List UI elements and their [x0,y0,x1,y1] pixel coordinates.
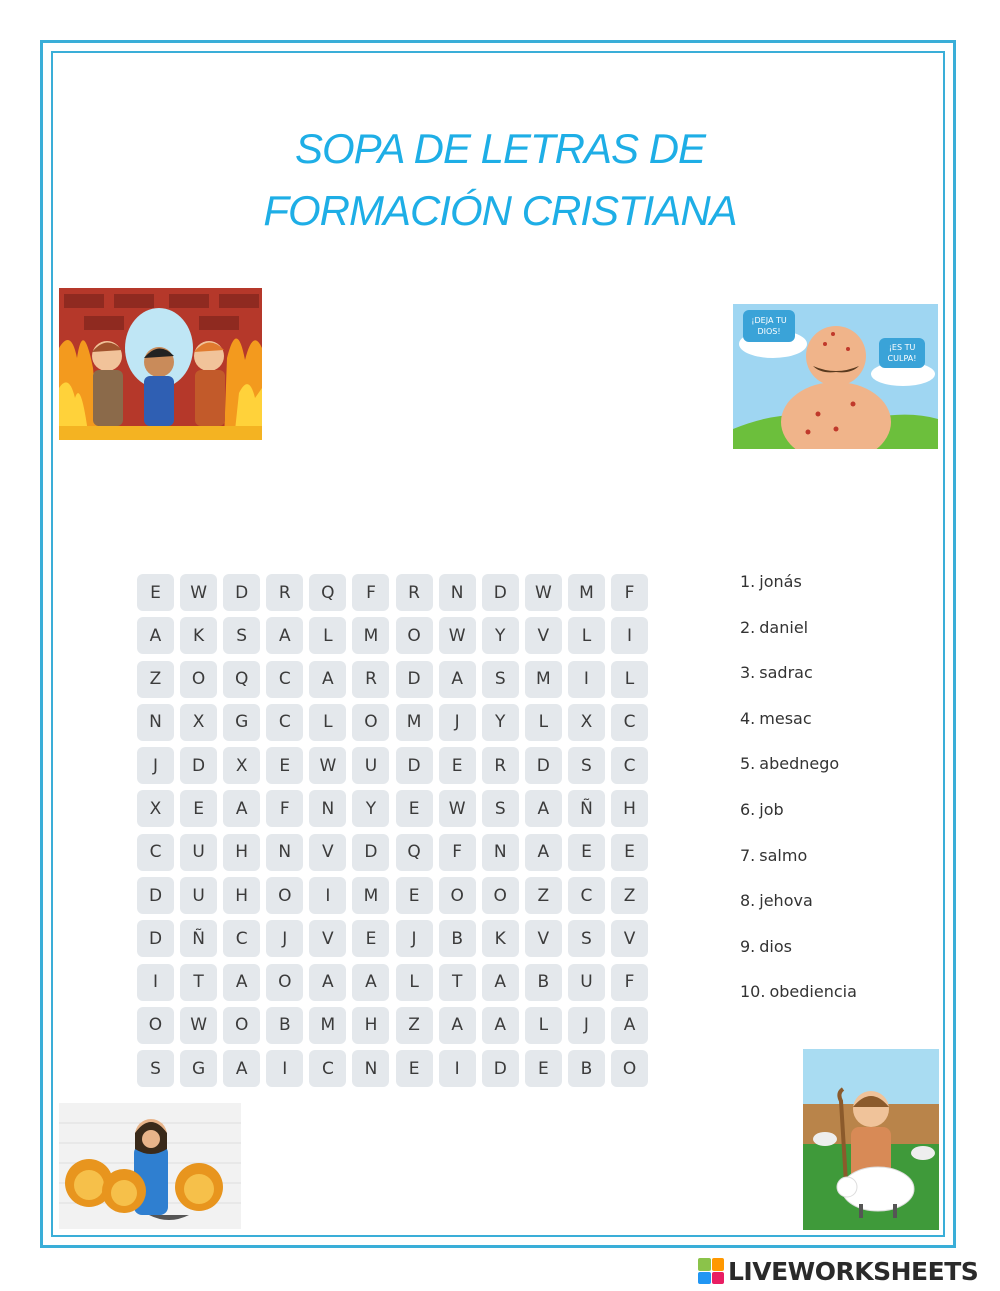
word-list-item [740,663,857,709]
grid-cell[interactable]: N [137,704,174,741]
grid-cell[interactable]: W [439,617,476,654]
grid-cell[interactable]: A [482,1007,519,1044]
grid-cell[interactable]: E [439,747,476,784]
svg-text:¡ES TU: ¡ES TU [888,343,916,352]
word-list-item [740,982,857,1028]
grid-cell[interactable]: S [568,747,605,784]
word-text: job [759,799,784,819]
grid-cell[interactable]: Ñ [568,790,605,827]
grid-cell[interactable]: O [482,877,519,914]
grid-cell[interactable]: A [309,661,346,698]
word-list-item [740,618,857,664]
grid-cell[interactable]: D [482,574,519,611]
grid-cell[interactable]: C [568,877,605,914]
grid-cell[interactable]: X [223,747,260,784]
grid-cell[interactable]: B [568,1050,605,1087]
grid-cell[interactable]: S [137,1050,174,1087]
grid-cell[interactable]: O [611,1050,648,1087]
letter-grid [137,574,648,1087]
grid-cell[interactable]: M [309,1007,346,1044]
grid-cell[interactable]: I [266,1050,303,1087]
bubble-left-text: ¡DEJA TU [751,316,787,325]
grid-cell[interactable]: A [482,964,519,1001]
grid-cell[interactable]: V [611,920,648,957]
job-image [733,304,938,449]
grid-cell[interactable]: Q [223,661,260,698]
grid-cell[interactable]: A [352,964,389,1001]
grid-cell[interactable]: L [525,704,562,741]
svg-text:CULPA!: CULPA! [887,354,917,363]
grid-cell[interactable]: D [396,747,433,784]
grid-cell[interactable]: D [396,661,433,698]
grid-cell[interactable]: C [137,834,174,871]
word-number: 1. [740,572,756,591]
grid-cell[interactable]: M [568,574,605,611]
word-number: 10. [740,982,766,1002]
word-list-item [740,891,857,937]
grid-cell[interactable]: O [439,877,476,914]
grid-cell[interactable]: R [266,574,303,611]
grid-cell[interactable]: J [266,920,303,957]
grid-cell[interactable]: M [525,661,562,698]
grid-cell[interactable]: E [396,790,433,827]
word-text: dios [759,936,792,956]
word-number: 8. [740,891,756,911]
word-number: 6. [740,799,756,819]
grid-cell[interactable]: L [309,704,346,741]
grid-cell[interactable]: E [525,1050,562,1087]
liveworksheets-mark-icon [698,1258,724,1284]
grid-cell[interactable]: O [396,617,433,654]
grid-cell[interactable]: L [611,661,648,698]
grid-cell[interactable]: A [611,1007,648,1044]
grid-cell[interactable]: F [611,574,648,611]
grid-cell[interactable]: Ñ [180,920,217,957]
grid-cell[interactable]: N [266,834,303,871]
grid-cell[interactable]: Z [396,1007,433,1044]
grid-cell[interactable]: Z [137,661,174,698]
shepherd-image [803,1049,939,1230]
word-text: obediencia [769,982,857,1002]
grid-cell[interactable]: O [180,661,217,698]
brand-mark-tile [712,1272,725,1285]
grid-cell[interactable]: V [525,920,562,957]
grid-cell[interactable]: E [396,1050,433,1087]
grid-cell[interactable]: L [525,1007,562,1044]
title-line-2: FORMACIÓN CRISTIANA [263,187,737,234]
grid-cell[interactable]: U [180,834,217,871]
grid-cell[interactable]: Z [611,877,648,914]
svg-text:DIOS!: DIOS! [757,327,781,336]
grid-cell[interactable]: W [525,574,562,611]
liveworksheets-logo [698,1258,978,1284]
grid-cell[interactable]: G [180,1050,217,1087]
grid-cell[interactable]: U [568,964,605,1001]
grid-cell[interactable]: D [137,920,174,957]
grid-cell[interactable]: I [309,877,346,914]
grid-cell[interactable]: D [482,1050,519,1087]
brand-mark-tile [712,1258,725,1271]
grid-cell[interactable]: A [223,1050,260,1087]
grid-cell[interactable]: M [352,617,389,654]
grid-cell[interactable]: H [223,834,260,871]
brand-name: LIVEWORKSHEETS [728,1256,979,1286]
grid-cell[interactable]: V [525,617,562,654]
grid-cell[interactable]: A [439,1007,476,1044]
word-text: abednego [759,754,840,774]
word-text: mesac [759,708,812,728]
word-list-item [740,572,857,618]
word-text: daniel [759,617,809,637]
grid-cell[interactable]: N [482,834,519,871]
page-title [200,118,800,242]
word-number: 7. [740,845,756,865]
grid-cell[interactable]: S [482,661,519,698]
grid-cell[interactable]: L [568,617,605,654]
grid-cell[interactable]: H [352,1007,389,1044]
grid-cell[interactable]: C [266,661,303,698]
grid-cell[interactable]: I [611,617,648,654]
grid-cell[interactable]: I [137,964,174,1001]
word-text: salmo [759,845,808,865]
grid-cell[interactable]: K [482,920,519,957]
word-list-item [740,937,857,983]
grid-cell[interactable]: Z [525,877,562,914]
word-list [740,572,857,1028]
grid-cell[interactable]: R [396,574,433,611]
grid-cell[interactable]: N [439,574,476,611]
grid-cell[interactable]: N [352,1050,389,1087]
grid-cell[interactable]: I [439,1050,476,1087]
grid-cell[interactable]: C [611,704,648,741]
grid-cell[interactable]: A [266,617,303,654]
grid-cell[interactable]: S [568,920,605,957]
grid-cell[interactable]: O [223,1007,260,1044]
grid-cell[interactable]: A [525,790,562,827]
grid-cell[interactable]: E [180,790,217,827]
grid-cell[interactable]: F [352,574,389,611]
grid-cell[interactable]: A [525,834,562,871]
title-line-1: SOPA DE LETRAS DE [294,125,706,172]
grid-cell[interactable]: T [439,964,476,1001]
grid-cell[interactable]: H [611,790,648,827]
grid-cell[interactable]: O [266,877,303,914]
grid-cell[interactable]: E [611,834,648,871]
grid-cell[interactable]: B [439,920,476,957]
grid-cell[interactable]: W [309,747,346,784]
grid-cell[interactable]: W [180,1007,217,1044]
grid-cell[interactable]: L [309,617,346,654]
grid-cell[interactable]: E [352,920,389,957]
grid-cell[interactable]: A [223,964,260,1001]
word-list-item [740,846,857,892]
grid-cell[interactable]: Y [352,790,389,827]
grid-cell[interactable]: Q [309,574,346,611]
grid-cell[interactable]: U [180,877,217,914]
grid-cell[interactable]: R [482,747,519,784]
grid-cell[interactable]: A [137,617,174,654]
grid-cell[interactable]: W [180,574,217,611]
grid-cell[interactable]: L [396,964,433,1001]
grid-cell[interactable]: S [223,617,260,654]
grid-cell[interactable]: X [137,790,174,827]
grid-cell[interactable]: A [309,964,346,1001]
grid-cell[interactable]: M [352,877,389,914]
grid-cell[interactable]: E [396,877,433,914]
grid-cell[interactable]: E [137,574,174,611]
grid-cell[interactable]: T [180,964,217,1001]
word-list-item [740,709,857,755]
fiery-furnace-image [59,288,262,440]
grid-cell[interactable]: D [525,747,562,784]
grid-cell[interactable]: B [525,964,562,1001]
word-number: 5. [740,754,756,774]
daniel-lions-image [59,1103,241,1229]
grid-cell[interactable]: C [223,920,260,957]
grid-cell[interactable]: J [137,747,174,784]
word-text: jehova [759,891,813,911]
grid-cell[interactable]: C [309,1050,346,1087]
grid-cell[interactable]: E [568,834,605,871]
grid-cell[interactable]: U [352,747,389,784]
grid-cell[interactable]: S [482,790,519,827]
grid-cell[interactable]: H [223,877,260,914]
grid-cell[interactable]: V [309,834,346,871]
grid-cell[interactable]: N [309,790,346,827]
grid-cell[interactable]: K [180,617,217,654]
grid-cell[interactable]: X [180,704,217,741]
grid-cell[interactable]: W [439,790,476,827]
grid-cell[interactable]: A [439,661,476,698]
brand-mark-tile [698,1272,711,1285]
grid-cell[interactable]: E [266,747,303,784]
word-number: 4. [740,708,756,728]
grid-cell[interactable]: D [352,834,389,871]
word-number: 2. [740,617,756,637]
grid-cell[interactable]: O [266,964,303,1001]
grid-cell[interactable]: X [568,704,605,741]
word-number: 9. [740,936,756,956]
word-list-item [740,754,857,800]
grid-cell[interactable]: J [439,704,476,741]
grid-cell[interactable]: F [266,790,303,827]
grid-cell[interactable]: Q [396,834,433,871]
word-text: sadrac [759,663,813,683]
word-number: 3. [740,663,756,683]
word-text: jonás [759,572,802,591]
grid-cell[interactable]: I [568,661,605,698]
word-list-item [740,800,857,846]
grid-cell[interactable]: V [309,920,346,957]
grid-cell[interactable]: A [223,790,260,827]
grid-cell[interactable]: G [223,704,260,741]
grid-cell[interactable]: D [137,877,174,914]
grid-cell[interactable]: F [611,964,648,1001]
brand-mark-tile [698,1258,711,1271]
grid-cell[interactable]: B [266,1007,303,1044]
grid-cell[interactable]: R [352,661,389,698]
grid-cell[interactable]: O [352,704,389,741]
grid-cell[interactable]: F [439,834,476,871]
grid-cell[interactable]: D [180,747,217,784]
grid-cell[interactable]: M [396,704,433,741]
grid-cell[interactable]: C [266,704,303,741]
grid-cell[interactable]: Y [482,704,519,741]
grid-cell[interactable]: O [137,1007,174,1044]
grid-cell[interactable]: Y [482,617,519,654]
grid-cell[interactable]: J [568,1007,605,1044]
grid-cell[interactable]: C [611,747,648,784]
grid-cell[interactable]: D [223,574,260,611]
grid-cell[interactable]: J [396,920,433,957]
